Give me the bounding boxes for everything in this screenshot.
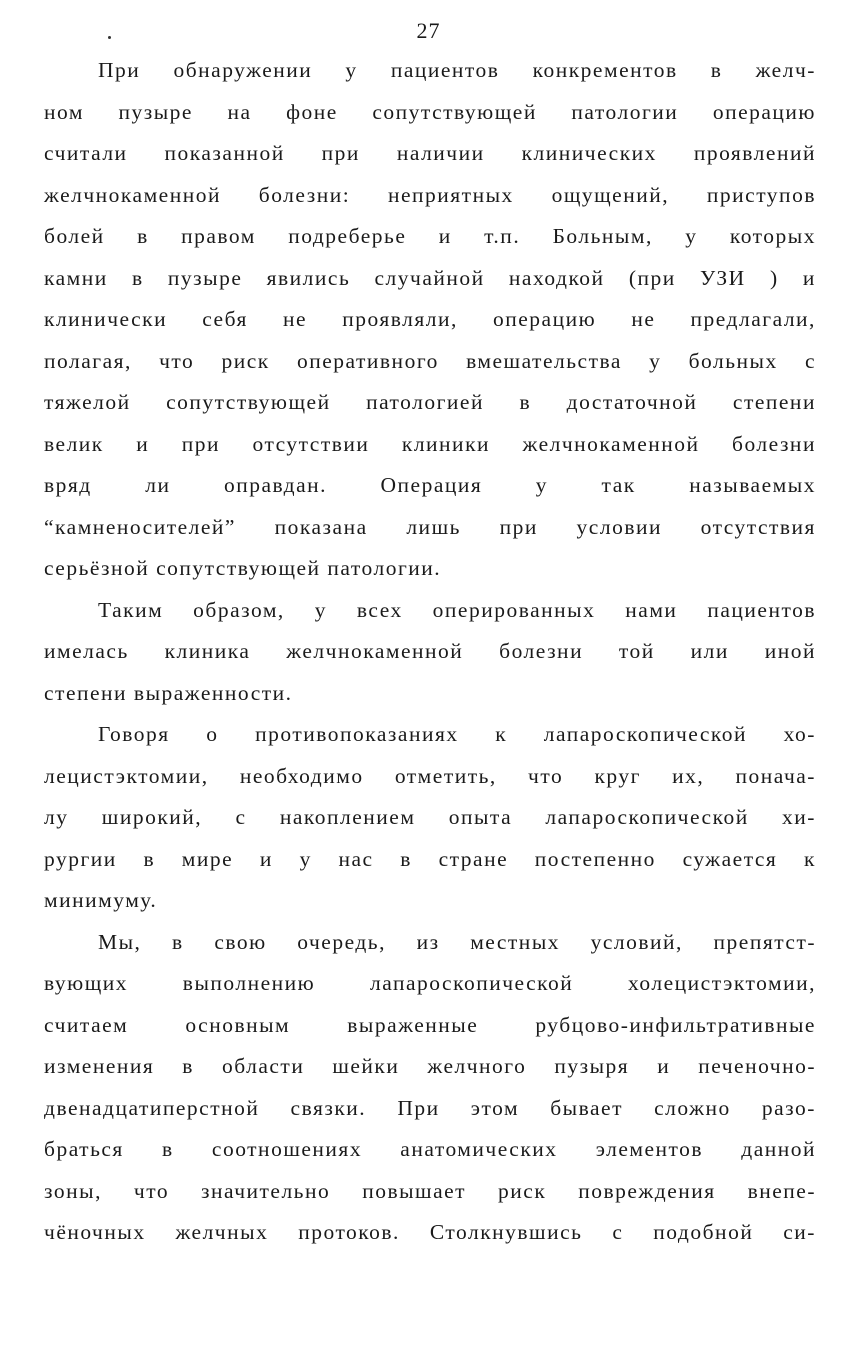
paragraph — [44, 590, 816, 715]
text-line: имелась клиника желчнокаменной болезни той или иной — [44, 639, 816, 663]
text-line: двенадцатиперстной связки. При этом бывает сложно разо- — [44, 1095, 816, 1120]
text-line: считали показанной при наличии клинических проявлений — [44, 141, 816, 165]
text-line: Таким образом, у всех оперированных нами пациентов — [98, 597, 816, 622]
text-line: полагая, что риск оперативного вмешательства у больных с — [44, 348, 816, 373]
text-line: лу широкий, с накоплением опыта лапароскопической хи- — [44, 805, 816, 829]
text-line: чёночных желчных протоков. Столкнувшись с подобной си- — [44, 1220, 816, 1244]
body-text — [44, 50, 816, 1254]
text-line: болей в правом подреберье и т.п. Больным, у которых — [44, 224, 816, 248]
text-line: желчнокаменной болезни: неприятных ощущений, приступов — [44, 182, 816, 207]
text-line: серьёзной сопутствующей патологии. — [44, 556, 442, 580]
text-line: рургии в мире и у нас в стране постепенно сужается к — [44, 846, 816, 871]
paragraph — [44, 714, 816, 922]
text-line: При обнаружении у пациентов конкрементов в желч- — [98, 58, 816, 82]
text-line: “камненосителей” показана лишь при условии отсутствия — [44, 514, 816, 539]
text-line: Мы, в свою очередь, из местных условий, препятст- — [98, 929, 816, 954]
text-line: изменения в области шейки желчного пузыря и печеночно- — [44, 1054, 816, 1078]
page-number: 27 — [416, 18, 441, 43]
text-line: минимуму. — [44, 888, 158, 912]
text-line: степени выраженности. — [44, 680, 293, 705]
text-line: тяжелой сопутствующей патологией в достаточной степени — [44, 390, 816, 414]
text-line: ном пузыре на фоне сопутствующей патологии операцию — [44, 99, 816, 124]
text-line: лецистэктомии, необходимо отметить, что круг их, понача- — [44, 763, 816, 788]
text-line: Говоря о противопоказаниях к лапароскопической хо- — [98, 722, 816, 746]
text-line: клинически себя не проявляли, операцию не предлагали, — [44, 307, 816, 331]
text-line: вующих выполнению лапароскопической холецистэктомии, — [44, 971, 816, 995]
paragraph — [44, 50, 816, 590]
text-line: зоны, что значительно повышает риск повреждения внепе- — [44, 1178, 816, 1203]
text-line: камни в пузыре явились случайной находкой (при УЗИ ) и — [44, 265, 816, 290]
text-line: велик и при отсутствии клиники желчнокаменной болезни — [44, 431, 816, 456]
text-line: вряд ли оправдан. Операция у так называемых — [44, 473, 816, 497]
paragraph — [44, 922, 816, 1254]
text-line: считаем основным выраженные рубцово-инфильтративные — [44, 1012, 816, 1037]
scan-speck — [108, 36, 111, 39]
text-line: браться в соотношениях анатомических элементов данной — [44, 1137, 816, 1161]
